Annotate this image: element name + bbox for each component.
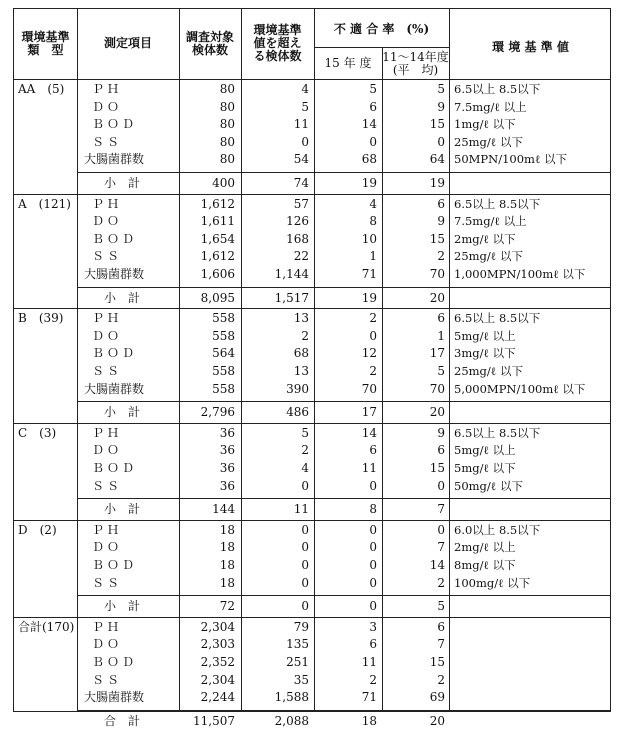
row-rate-avg: 2 bbox=[437, 575, 445, 590]
subtotal-divider bbox=[77, 710, 610, 711]
row-count: 1,612 bbox=[200, 196, 235, 211]
row-rate-y15: 11 bbox=[361, 461, 377, 475]
header-over bbox=[241, 24, 314, 63]
row-rate-avg: 9 bbox=[437, 214, 445, 229]
header-rate-avg-line2: (平 均) bbox=[392, 63, 439, 77]
row-rate-y15: 11 bbox=[361, 655, 377, 669]
header-divider bbox=[314, 47, 449, 48]
row-rate-y15: 2 bbox=[369, 364, 377, 378]
row-item: ＢＯＤ bbox=[92, 346, 138, 361]
row-standard: 5,000MPN/100mℓ 以下 bbox=[454, 381, 586, 396]
row-rate-y15: 71 bbox=[361, 267, 377, 281]
row-rate-avg: 1 bbox=[437, 328, 445, 343]
subtotal-over: 74 bbox=[293, 176, 309, 190]
row-count: 558 bbox=[212, 311, 235, 326]
row-item: ＰＨ bbox=[92, 82, 123, 96]
row-over: 11 bbox=[293, 117, 309, 132]
row-count: 2,244 bbox=[200, 690, 235, 705]
row-over: 5 bbox=[301, 425, 309, 440]
row-count: 558 bbox=[212, 328, 235, 343]
group-type-label: C (3) bbox=[18, 425, 57, 440]
header-over-line2: 値を超え bbox=[253, 36, 302, 50]
subtotal-count: 400 bbox=[212, 176, 235, 190]
row-standard: 7.5mg/ℓ 以上 bbox=[454, 99, 527, 114]
row-over: 135 bbox=[286, 637, 309, 652]
row-count: 18 bbox=[219, 558, 235, 572]
subtotal-divider bbox=[77, 498, 610, 499]
subtotal-rate-y15: 8 bbox=[369, 502, 377, 517]
row-rate-y15: 71 bbox=[361, 690, 377, 705]
subtotal-divider bbox=[77, 401, 610, 402]
row-count: 36 bbox=[219, 461, 235, 475]
row-rate-y15: 0 bbox=[369, 134, 377, 149]
row-standard: 1,000MPN/100mℓ 以下 bbox=[454, 267, 586, 281]
row-rate-y15: 4 bbox=[369, 196, 377, 211]
row-rate-avg: 9 bbox=[437, 425, 445, 440]
row-item: ＳＳ bbox=[92, 364, 123, 378]
row-rate-y15: 14 bbox=[361, 425, 377, 440]
row-item: ＳＳ bbox=[92, 672, 123, 687]
header-rate-avg bbox=[382, 51, 449, 77]
row-item: ＤＯ bbox=[92, 99, 123, 114]
row-count: 80 bbox=[219, 82, 235, 96]
header-item bbox=[77, 37, 179, 50]
row-over: 2 bbox=[301, 328, 309, 343]
row-rate-avg: 17 bbox=[429, 346, 445, 361]
row-count: 1,606 bbox=[200, 267, 235, 281]
row-count: 80 bbox=[219, 117, 235, 132]
row-count: 80 bbox=[219, 152, 235, 167]
group-type-label: A (121) bbox=[18, 196, 71, 211]
subtotal-over: 0 bbox=[301, 599, 309, 614]
row-count: 558 bbox=[212, 381, 235, 396]
row-count: 18 bbox=[219, 522, 235, 537]
row-over: 22 bbox=[293, 249, 309, 264]
row-item: ＤＯ bbox=[92, 540, 123, 555]
row-rate-avg: 64 bbox=[429, 152, 445, 167]
row-item: ＰＨ bbox=[92, 619, 123, 634]
header-bottom-line bbox=[14, 79, 610, 80]
row-standard: 2mg/ℓ 以上 bbox=[454, 540, 516, 555]
subtotal-rate-avg: 20 bbox=[429, 405, 445, 420]
row-count: 1,612 bbox=[200, 249, 235, 264]
header-count-line1: 調査対象 bbox=[185, 30, 234, 44]
row-rate-avg: 15 bbox=[429, 117, 445, 132]
row-rate-avg: 2 bbox=[437, 672, 445, 687]
row-rate-y15: 0 bbox=[369, 540, 377, 555]
column-divider bbox=[77, 9, 78, 711]
row-over: 35 bbox=[293, 672, 309, 687]
row-rate-avg: 5 bbox=[437, 82, 445, 96]
row-over: 79 bbox=[293, 619, 309, 634]
subtotal-label: 小 計 bbox=[104, 599, 141, 614]
header-rate-avg-line1: 11～14年度 bbox=[382, 50, 449, 64]
row-over: 1,588 bbox=[274, 690, 309, 705]
row-item: 大腸菌群数 bbox=[84, 152, 145, 167]
row-rate-avg: 70 bbox=[429, 381, 445, 396]
header-item-label: 測定項目 bbox=[103, 36, 152, 50]
row-item: ＰＨ bbox=[92, 522, 123, 537]
group-type-label: 合計(170) bbox=[18, 619, 75, 634]
row-over: 0 bbox=[301, 522, 309, 537]
row-count: 80 bbox=[219, 134, 235, 149]
subtotal-rate-avg: 20 bbox=[429, 713, 445, 728]
header-rate bbox=[314, 23, 449, 36]
row-count: 1,611 bbox=[200, 214, 235, 229]
row-item: ＤＯ bbox=[92, 214, 123, 229]
row-rate-y15: 6 bbox=[369, 443, 377, 458]
row-rate-y15: 12 bbox=[361, 346, 377, 361]
row-over: 251 bbox=[286, 655, 309, 669]
row-item: ＢＯＤ bbox=[92, 461, 138, 475]
row-standard: 2mg/ℓ 以下 bbox=[454, 231, 516, 246]
row-rate-avg: 6 bbox=[437, 443, 445, 458]
row-over: 4 bbox=[301, 461, 309, 475]
subtotal-rate-y15: 0 bbox=[369, 599, 377, 614]
row-standard: 6.5以上 8.5以下 bbox=[454, 425, 541, 440]
row-item: ＢＯＤ bbox=[92, 117, 138, 132]
row-rate-avg: 9 bbox=[437, 99, 445, 114]
row-standard: 50mg/ℓ 以下 bbox=[454, 478, 523, 493]
row-item: 大腸菌群数 bbox=[84, 381, 145, 396]
row-standard: 6.0以上 8.5以下 bbox=[454, 522, 541, 537]
row-rate-avg: 15 bbox=[429, 231, 445, 246]
row-item: ＢＯＤ bbox=[92, 655, 138, 669]
header-rate-y15-label: 15 年 度 bbox=[324, 56, 372, 70]
row-item: ＰＨ bbox=[92, 196, 123, 211]
row-standard: 6.5以上 8.5以下 bbox=[454, 196, 541, 211]
group-divider bbox=[14, 520, 610, 521]
subtotal-rate-avg: 20 bbox=[429, 290, 445, 305]
row-over: 5 bbox=[301, 99, 309, 114]
header-type bbox=[14, 31, 77, 57]
group-type-label: AA (5) bbox=[18, 82, 65, 96]
row-rate-avg: 2 bbox=[437, 249, 445, 264]
row-rate-y15: 14 bbox=[361, 117, 377, 132]
header-count bbox=[179, 31, 241, 57]
row-count: 36 bbox=[219, 425, 235, 440]
column-divider bbox=[449, 9, 450, 711]
subtotal-divider bbox=[77, 287, 610, 288]
row-item: ＤＯ bbox=[92, 637, 123, 652]
row-item: 大腸菌群数 bbox=[84, 267, 145, 281]
row-count: 2,303 bbox=[200, 637, 235, 652]
row-standard: 25mg/ℓ 以下 bbox=[454, 364, 523, 378]
row-rate-y15: 68 bbox=[361, 152, 377, 167]
row-rate-y15: 0 bbox=[369, 478, 377, 493]
subtotal-over: 1,517 bbox=[274, 290, 309, 305]
group-divider bbox=[14, 617, 610, 618]
group-divider bbox=[14, 194, 610, 195]
subtotal-rate-y15: 17 bbox=[361, 405, 377, 420]
subtotal-rate-avg: 5 bbox=[437, 599, 445, 614]
subtotal-rate-y15: 19 bbox=[361, 176, 377, 190]
row-over: 54 bbox=[293, 152, 309, 167]
row-over: 0 bbox=[301, 575, 309, 590]
row-count: 18 bbox=[219, 575, 235, 590]
row-item: ＤＯ bbox=[92, 443, 123, 458]
group-type-label: B (39) bbox=[18, 311, 64, 326]
row-rate-avg: 69 bbox=[429, 690, 445, 705]
row-over: 0 bbox=[301, 558, 309, 572]
row-rate-y15: 70 bbox=[361, 381, 377, 396]
header-standard bbox=[449, 41, 612, 54]
row-item: ＢＯＤ bbox=[92, 558, 138, 572]
row-standard: 100mg/ℓ 以下 bbox=[454, 575, 531, 590]
row-rate-y15: 8 bbox=[369, 214, 377, 229]
row-count: 1,654 bbox=[200, 231, 235, 246]
row-over: 168 bbox=[286, 231, 309, 246]
row-over: 1,144 bbox=[274, 267, 309, 281]
row-rate-avg: 7 bbox=[437, 637, 445, 652]
subtotal-divider bbox=[77, 172, 610, 173]
header-over-line1: 環境基準 bbox=[253, 23, 302, 37]
row-over: 0 bbox=[301, 540, 309, 555]
subtotal-count: 72 bbox=[219, 599, 235, 614]
subtotal-count: 144 bbox=[212, 502, 235, 517]
row-over: 13 bbox=[293, 311, 309, 326]
row-standard: 6.5以上 8.5以下 bbox=[454, 311, 541, 326]
row-over: 57 bbox=[293, 196, 309, 211]
row-over: 13 bbox=[293, 364, 309, 378]
subtotal-rate-y15: 18 bbox=[361, 713, 377, 728]
row-rate-avg: 0 bbox=[437, 478, 445, 493]
subtotal-label: 合 計 bbox=[104, 713, 141, 728]
row-over: 0 bbox=[301, 134, 309, 149]
row-over: 390 bbox=[286, 381, 309, 396]
subtotal-count: 2,796 bbox=[200, 405, 235, 420]
subtotal-label: 小 計 bbox=[104, 405, 141, 420]
row-over: 126 bbox=[286, 214, 309, 229]
subtotal-label: 小 計 bbox=[104, 176, 141, 190]
water-quality-table bbox=[13, 8, 611, 728]
row-rate-y15: 2 bbox=[369, 311, 377, 326]
row-rate-y15: 0 bbox=[369, 558, 377, 572]
row-rate-y15: 0 bbox=[369, 522, 377, 537]
row-standard: 5mg/ℓ 以上 bbox=[454, 443, 516, 458]
row-count: 2,352 bbox=[200, 655, 235, 669]
row-rate-y15: 1 bbox=[369, 249, 377, 264]
row-rate-avg: 0 bbox=[437, 134, 445, 149]
row-count: 558 bbox=[212, 364, 235, 378]
group-divider bbox=[14, 423, 610, 424]
row-item: ＳＳ bbox=[92, 249, 123, 264]
header-rate-y15 bbox=[314, 57, 382, 70]
group-divider bbox=[14, 308, 610, 309]
row-item: ＤＯ bbox=[92, 328, 123, 343]
row-item: ＢＯＤ bbox=[92, 231, 138, 246]
row-over: 2 bbox=[301, 443, 309, 458]
subtotal-count: 11,507 bbox=[193, 713, 235, 728]
row-rate-avg: 15 bbox=[429, 655, 445, 669]
row-count: 2,304 bbox=[200, 619, 235, 634]
row-rate-y15: 3 bbox=[369, 619, 377, 634]
row-count: 564 bbox=[212, 346, 235, 361]
header-type-line2: 類 型 bbox=[27, 43, 64, 57]
row-rate-avg: 70 bbox=[429, 267, 445, 281]
row-over: 0 bbox=[301, 478, 309, 493]
row-standard: 5mg/ℓ 以上 bbox=[454, 328, 516, 343]
header-over-line3: る検体数 bbox=[253, 49, 302, 63]
subtotal-label: 小 計 bbox=[104, 502, 141, 517]
row-rate-avg: 6 bbox=[437, 311, 445, 326]
subtotal-rate-y15: 19 bbox=[361, 290, 377, 305]
subtotal-over: 486 bbox=[286, 405, 309, 420]
subtotal-over: 2,088 bbox=[274, 713, 309, 728]
header-rate-label: 不 適 合 率 (%) bbox=[333, 22, 430, 36]
subtotal-rate-avg: 19 bbox=[429, 176, 445, 190]
row-standard: 3mg/ℓ 以下 bbox=[454, 346, 516, 361]
row-item: ＳＳ bbox=[92, 478, 123, 493]
row-rate-y15: 2 bbox=[369, 672, 377, 687]
row-rate-y15: 6 bbox=[369, 637, 377, 652]
header-count-line2: 検体数 bbox=[191, 43, 228, 57]
row-standard: 5mg/ℓ 以下 bbox=[454, 461, 516, 475]
row-rate-y15: 0 bbox=[369, 328, 377, 343]
row-rate-avg: 6 bbox=[437, 196, 445, 211]
subtotal-count: 8,095 bbox=[200, 290, 235, 305]
row-count: 36 bbox=[219, 443, 235, 458]
row-rate-avg: 14 bbox=[429, 558, 445, 572]
group-type-label: D (2) bbox=[18, 522, 57, 537]
row-standard: 1mg/ℓ 以下 bbox=[454, 117, 516, 132]
row-rate-avg: 0 bbox=[437, 522, 445, 537]
row-rate-avg: 5 bbox=[437, 364, 445, 378]
row-rate-avg: 15 bbox=[429, 461, 445, 475]
subtotal-over: 11 bbox=[293, 502, 309, 517]
subtotal-label: 小 計 bbox=[104, 290, 141, 305]
row-standard: 6.5以上 8.5以下 bbox=[454, 82, 541, 96]
header-type-line1: 環境基準 bbox=[21, 30, 70, 44]
row-rate-avg: 7 bbox=[437, 540, 445, 555]
row-count: 36 bbox=[219, 478, 235, 493]
row-over: 68 bbox=[293, 346, 309, 361]
row-item: ＳＳ bbox=[92, 134, 123, 149]
row-standard: 7.5mg/ℓ 以上 bbox=[454, 214, 527, 229]
row-rate-y15: 5 bbox=[369, 82, 377, 96]
row-count: 80 bbox=[219, 99, 235, 114]
header-standard-label: 環 境 基 準 値 bbox=[492, 40, 569, 54]
row-rate-y15: 10 bbox=[361, 231, 377, 246]
row-count: 2,304 bbox=[200, 672, 235, 687]
row-rate-y15: 6 bbox=[369, 99, 377, 114]
row-item: ＳＳ bbox=[92, 575, 123, 590]
row-count: 18 bbox=[219, 540, 235, 555]
row-standard: 25mg/ℓ 以下 bbox=[454, 249, 523, 264]
row-item: 大腸菌群数 bbox=[84, 690, 145, 705]
row-over: 4 bbox=[301, 82, 309, 96]
row-rate-avg: 6 bbox=[437, 619, 445, 634]
row-standard: 25mg/ℓ 以下 bbox=[454, 134, 523, 149]
subtotal-rate-avg: 7 bbox=[437, 502, 445, 517]
row-item: ＰＨ bbox=[92, 425, 123, 440]
subtotal-divider bbox=[77, 595, 610, 596]
row-item: ＰＨ bbox=[92, 311, 123, 326]
row-rate-y15: 0 bbox=[369, 575, 377, 590]
row-standard: 8mg/ℓ 以下 bbox=[454, 558, 516, 572]
row-standard: 50MPN/100mℓ 以下 bbox=[454, 152, 568, 167]
